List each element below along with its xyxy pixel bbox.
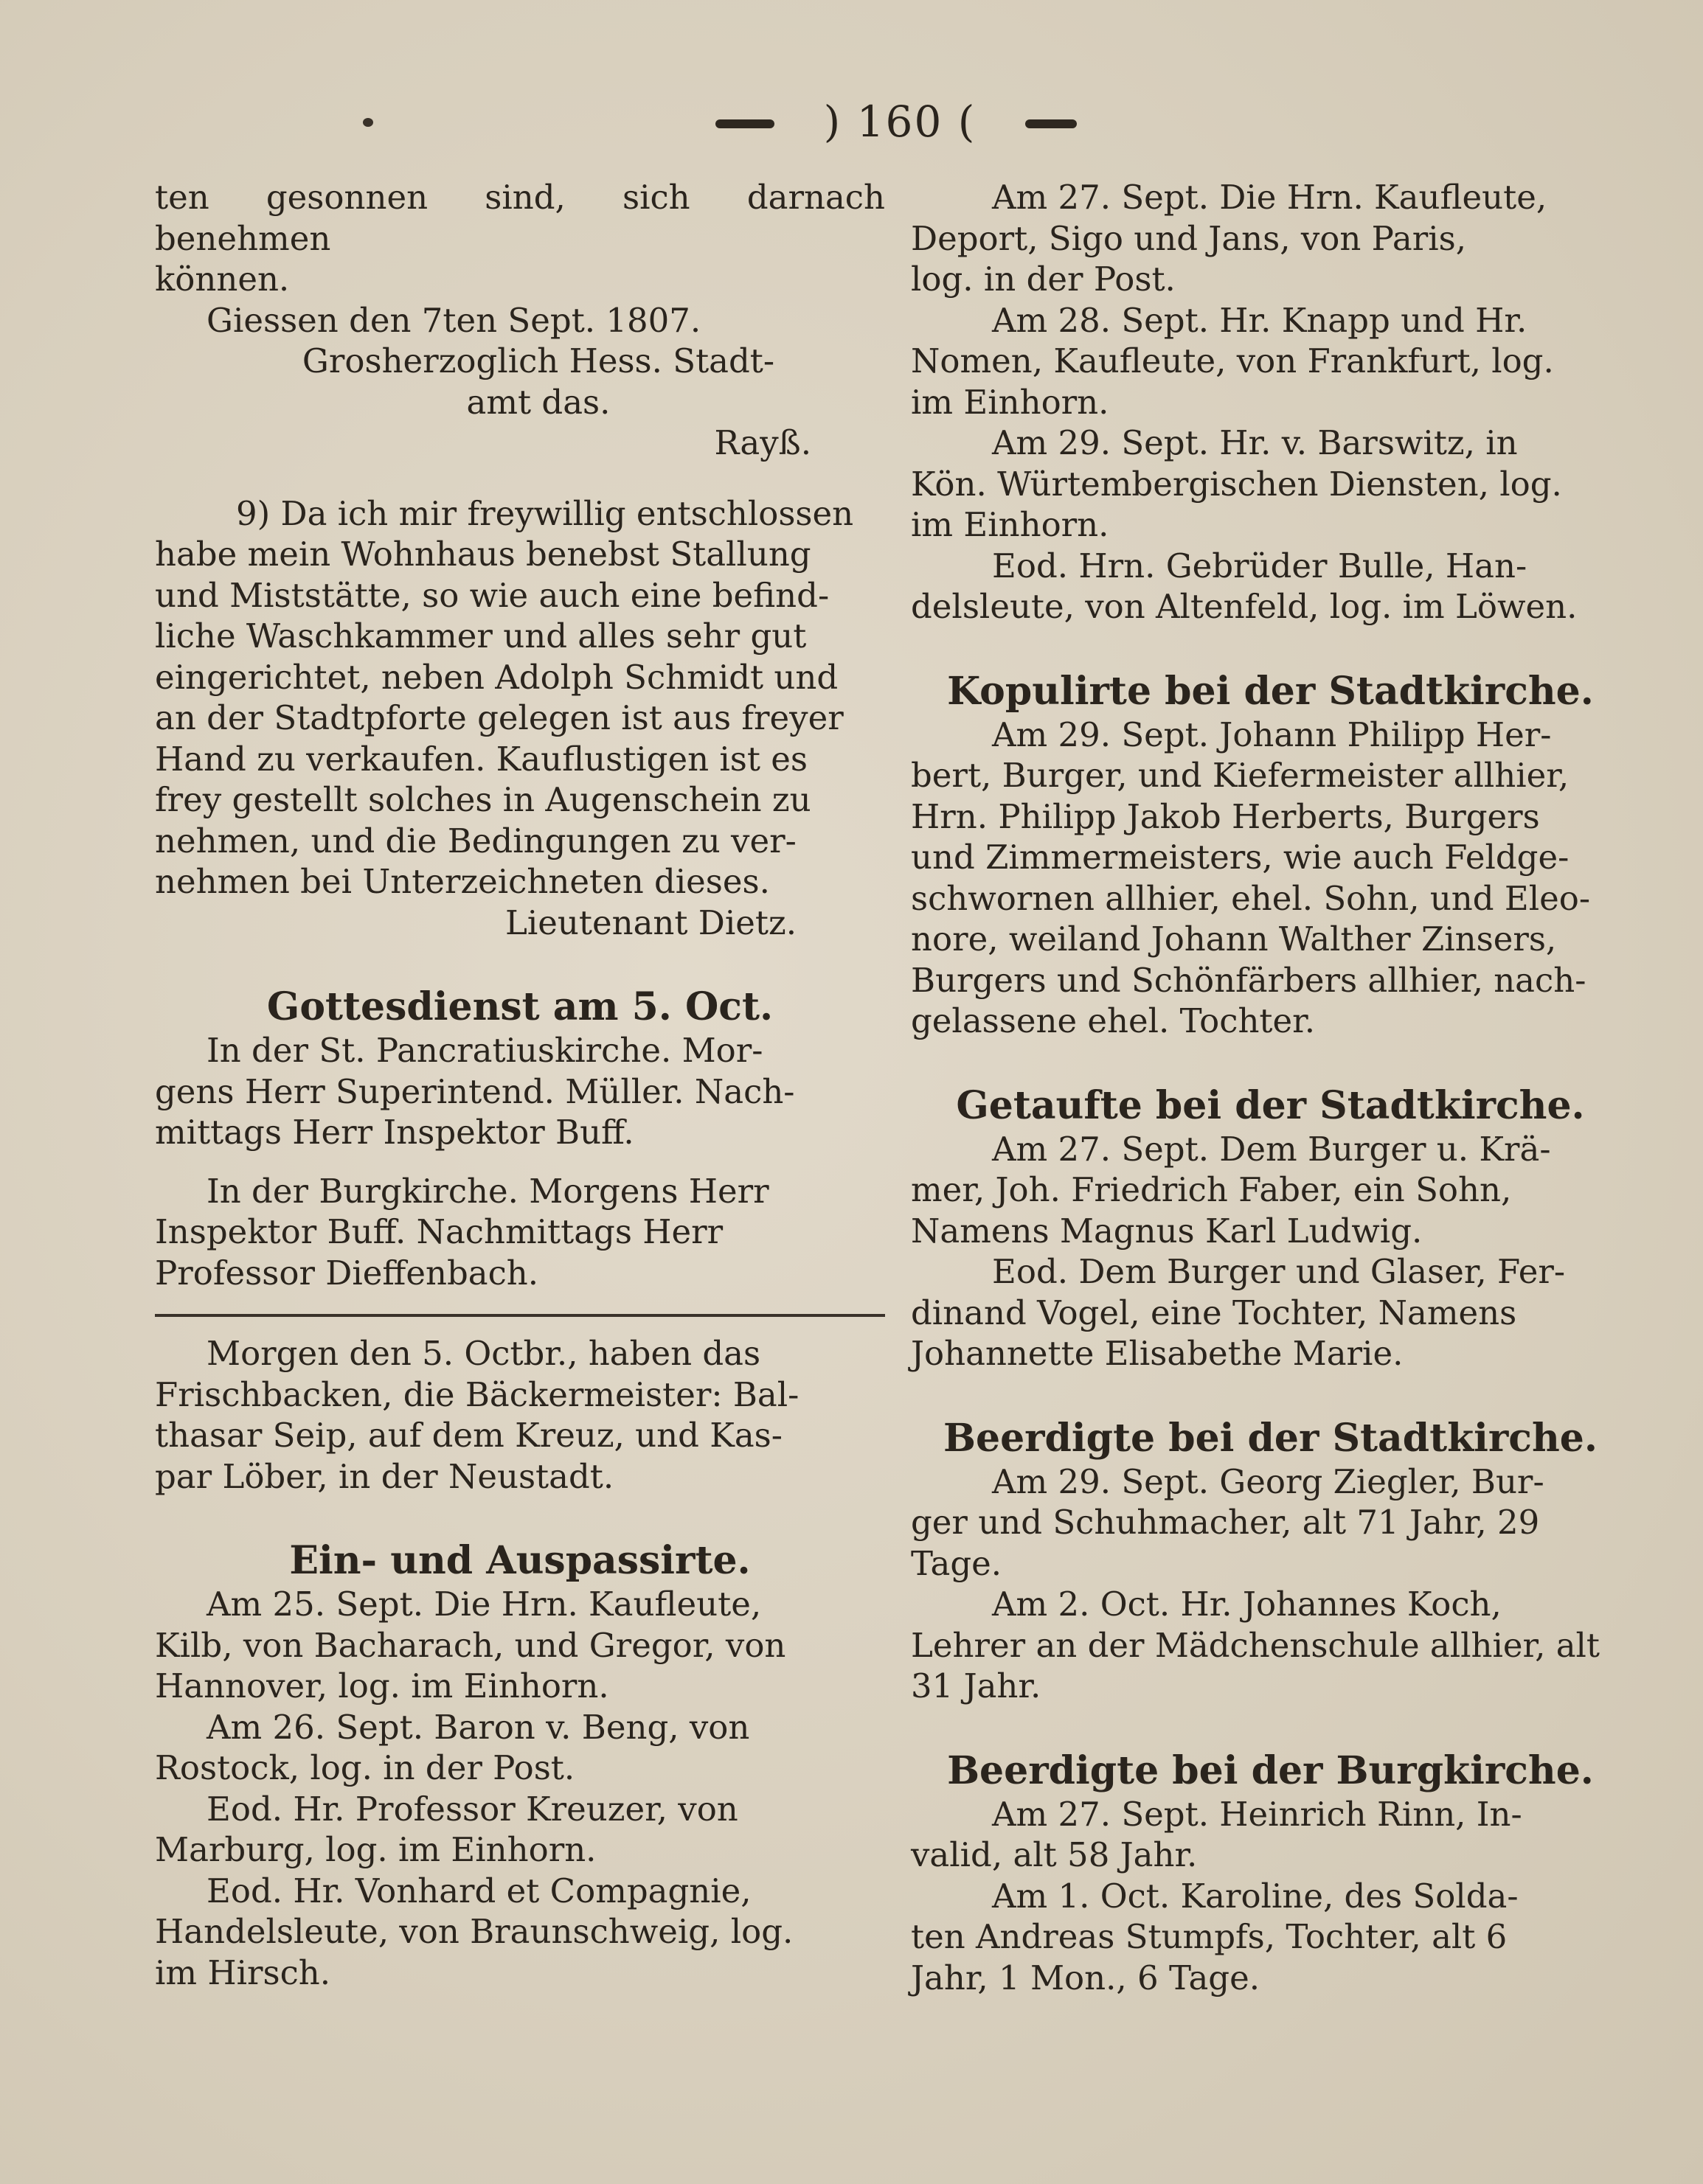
traveler-entry: Eod. Hr. Professor Kreuzer, von Marburg, log. im Einhorn.	[155, 1789, 738, 1869]
traveler-entry: Am 29. Sept. Hr. v. Barswitz, in Kön. Würtembergischen Diensten, log. im Einhorn.	[911, 423, 1562, 544]
carry-over-text: ten gesonnen sind, sich darnach benehmen können.	[155, 178, 885, 299]
notice-9: 9) Da ich mir freywillig entschlossen habe mein Wohnhaus benebst Stallung und Miststätte, so wie auch eine befind- liche Waschkammer und alles sehr gut eingerichtet, neben Adolph Schmidt und an der Stadtpforte gelegen ist aus freyer Hand zu verkaufen. Kauflustigen ist es frey gestellt solches in Augenschein zu nehmen, und die Bedingungen zu ver- nehmen bei Unterzeichneten dieses.	[155, 493, 854, 901]
dateline: Giessen den 7ten Sept. 1807.	[207, 300, 701, 340]
heading-travelers: Ein- und Auspassirte.	[289, 1538, 751, 1583]
page-number: ) 160 (	[823, 97, 977, 147]
burial-entry: Am 1. Oct. Karoline, des Solda- ten Andreas Stumpfs, Tochter, alt 6 Jahr, 1 Mon., 6 Tage.	[911, 1876, 1519, 1997]
header-dash-left	[715, 119, 774, 128]
section-divider	[155, 1314, 885, 1317]
traveler-entry: Am 28. Sept. Hr. Knapp und Hr. Nomen, Kaufleute, von Frankfurt, log. im Einhorn.	[911, 300, 1554, 422]
burial-entry: Am 27. Sept. Heinrich Rinn, In- valid, alt 58 Jahr.	[911, 1794, 1522, 1874]
baptism-entry: Am 27. Sept. Dem Burger u. Krä- mer, Joh. Friedrich Faber, ein Sohn, Namens Magnus Karl Ludwig.	[911, 1129, 1551, 1251]
heading-married: Kopulirte bei der Stadtkirche.	[947, 668, 1594, 714]
baptism-entry: Eod. Dem Burger und Glaser, Fer- dinand Vogel, eine Tochter, Namens Johannette Elisabethe Marie.	[911, 1252, 1566, 1373]
heading-buried-burg: Beerdigte bei der Burgkirche.	[947, 1747, 1594, 1793]
traveler-entry: Eod. Hr. Vonhard et Compagnie, Handelsleute, von Braunschweig, log. im Hirsch.	[155, 1871, 794, 1992]
ink-speck	[363, 118, 373, 127]
bakers-notice: Morgen den 5. Octbr., haben das Frischbacken, die Bäckermeister: Bal- thasar Seip, auf dem Kreuz, und Kas- par Löber, in der Neustadt.	[155, 1334, 800, 1496]
signature-dietz: Lieutenant Dietz.	[505, 903, 797, 942]
left-column	[155, 177, 885, 1993]
married-entry: Am 29. Sept. Johann Philipp Her- bert, Burger, und Kiefermeister allhier, Hrn. Philipp Jakob Herberts, Burgers und Zimmermeisters, wie auch Feldge- schwornen allhier, ehel. Sohn, und Eleo- nore, weiland Johann Walther Zinsers, Burgers und Schönfärbers allhier, nach- gelassene ehel. Tochter.	[911, 714, 1591, 1040]
heading-baptized: Getaufte bei der Stadtkirche.	[956, 1082, 1585, 1128]
page-header	[0, 88, 1703, 155]
traveler-entry: Am 25. Sept. Die Hrn. Kaufleute, Kilb, von Bacharach, und Gregor, von Hannover, log. im Einhorn.	[155, 1585, 786, 1705]
traveler-entry: Am 26. Sept. Baron v. Beng, von Rostock, log. in der Post.	[155, 1707, 750, 1787]
traveler-entry: Am 27. Sept. Die Hrn. Kaufleute, Deport, Sigo und Jans, von Paris, log. in der Post.	[911, 178, 1547, 299]
traveler-entry: Eod. Hrn. Gebrüder Bulle, Han- delsleute, von Altenfeld, log. im Löwen.	[911, 546, 1578, 626]
burial-entry: Am 2. Oct. Hr. Johannes Koch, Lehrer an der Mädchenschule allhier, alt 31 Jahr.	[911, 1585, 1600, 1705]
signature-rayss: Rayß.	[714, 423, 811, 462]
right-column	[911, 177, 1630, 1998]
service-pancratius: In der St. Pancratiuskirche. Mor- gens Herr Superintend. Müller. Nach- mittags Herr Inspektor Buff.	[155, 1031, 795, 1152]
heading-buried-stadt: Beerdigte bei der Stadtkirche.	[943, 1415, 1598, 1461]
heading-service: Gottesdienst am 5. Oct.	[266, 984, 774, 1029]
authority-signature: Grosherzoglich Hess. Stadt- amt das.	[302, 341, 775, 422]
service-burg: In der Burgkirche. Morgens Herr Inspektor Buff. Nachmittags Herr Professor Dieffenbach.	[155, 1171, 769, 1293]
burial-entry: Am 29. Sept. Georg Ziegler, Bur- ger und Schuhmacher, alt 71 Jahr, 29 Tage.	[911, 1461, 1544, 1583]
header-dash-right	[1025, 119, 1077, 128]
